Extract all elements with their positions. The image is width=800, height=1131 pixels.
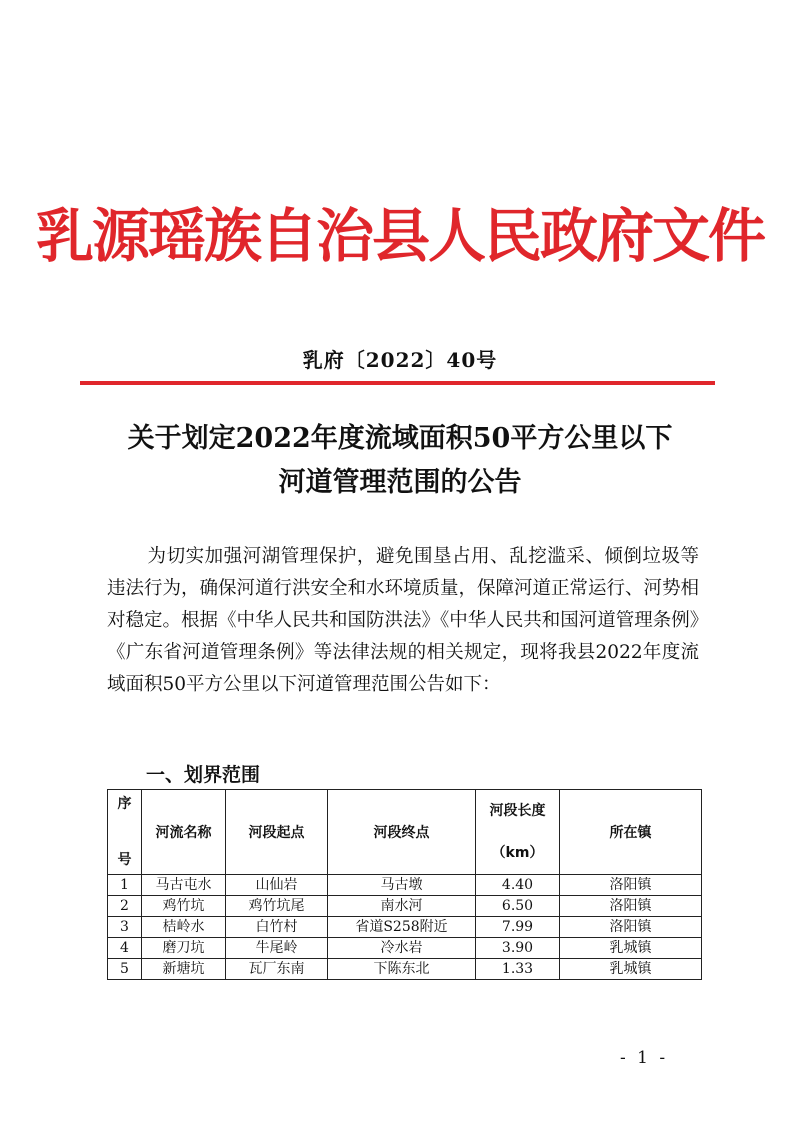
cell-town: 洛阳镇	[560, 917, 702, 938]
river-scope-table	[107, 789, 702, 980]
table-header-row	[108, 790, 702, 875]
cell-length: 6.50	[476, 896, 560, 917]
document-masthead: 乳源瑶族自治县人民政府文件	[35, 202, 764, 270]
cell-seq: 1	[108, 875, 142, 896]
title-line-1: 关于划定2022年度流域面积50平方公里以下	[127, 423, 673, 454]
cell-length: 7.99	[476, 917, 560, 938]
cell-end: 下陈东北	[328, 959, 476, 980]
header-start: 河段起点	[226, 790, 328, 875]
cell-start: 白竹村	[226, 917, 328, 938]
cell-start: 牛尾岭	[226, 938, 328, 959]
cell-seq: 3	[108, 917, 142, 938]
cell-seq: 5	[108, 959, 142, 980]
cell-town: 乳城镇	[560, 938, 702, 959]
cell-town: 洛阳镇	[560, 896, 702, 917]
table-row	[108, 938, 702, 959]
cell-start: 鸡竹坑尾	[226, 896, 328, 917]
body-paragraph-text: 为切实加强河湖管理保护，避免围垦占用、乱挖滥采、倾倒垃圾等违法行为，确保河道行洪安全和水环境质量，保障河道正常运行、河势相对稳定。根据《中华人民共和国防洪法》《中华人民共和国河道管理条例》《广东省河道管理条例》等法律法规的相关规定，现将我县2022年度流域面积50平方公里以下河道管理范围公告如下：	[107, 546, 700, 695]
red-divider-line	[80, 381, 715, 385]
cell-start: 山仙岩	[226, 875, 328, 896]
table-row	[108, 917, 702, 938]
cell-end: 冷水岩	[328, 938, 476, 959]
table-row	[108, 875, 702, 896]
cell-start: 瓦厂东南	[226, 959, 328, 980]
cell-river-name: 鸡竹坑	[142, 896, 226, 917]
cell-town: 乳城镇	[560, 959, 702, 980]
cell-end: 南水河	[328, 896, 476, 917]
cell-length: 4.40	[476, 875, 560, 896]
table-row	[108, 896, 702, 917]
cell-seq: 4	[108, 938, 142, 959]
header-seq: 序 号	[108, 790, 142, 875]
announcement-title	[0, 417, 800, 505]
title-line-2: 河道管理范围的公告	[278, 467, 522, 498]
cell-river-name: 桔岭水	[142, 917, 226, 938]
header-town: 所在镇	[560, 790, 702, 875]
cell-length: 1.33	[476, 959, 560, 980]
cell-end: 马古墩	[328, 875, 476, 896]
header-river-name: 河流名称	[142, 790, 226, 875]
document-number: 乳府〔2022〕40号	[302, 348, 498, 372]
cell-river-name: 磨刀坑	[142, 938, 226, 959]
header-length: 河段长度 （km）	[476, 790, 560, 875]
cell-river-name: 马古屯水	[142, 875, 226, 896]
cell-seq: 2	[108, 896, 142, 917]
table-row	[108, 959, 702, 980]
section-heading: 一、划界范围	[146, 764, 261, 786]
cell-river-name: 新塘坑	[142, 959, 226, 980]
cell-town: 洛阳镇	[560, 875, 702, 896]
cell-end: 省道S258附近	[328, 917, 476, 938]
body-paragraph	[107, 541, 699, 701]
cell-length: 3.90	[476, 938, 560, 959]
header-end: 河段终点	[328, 790, 476, 875]
page-number: - 1 -	[620, 1048, 669, 1068]
